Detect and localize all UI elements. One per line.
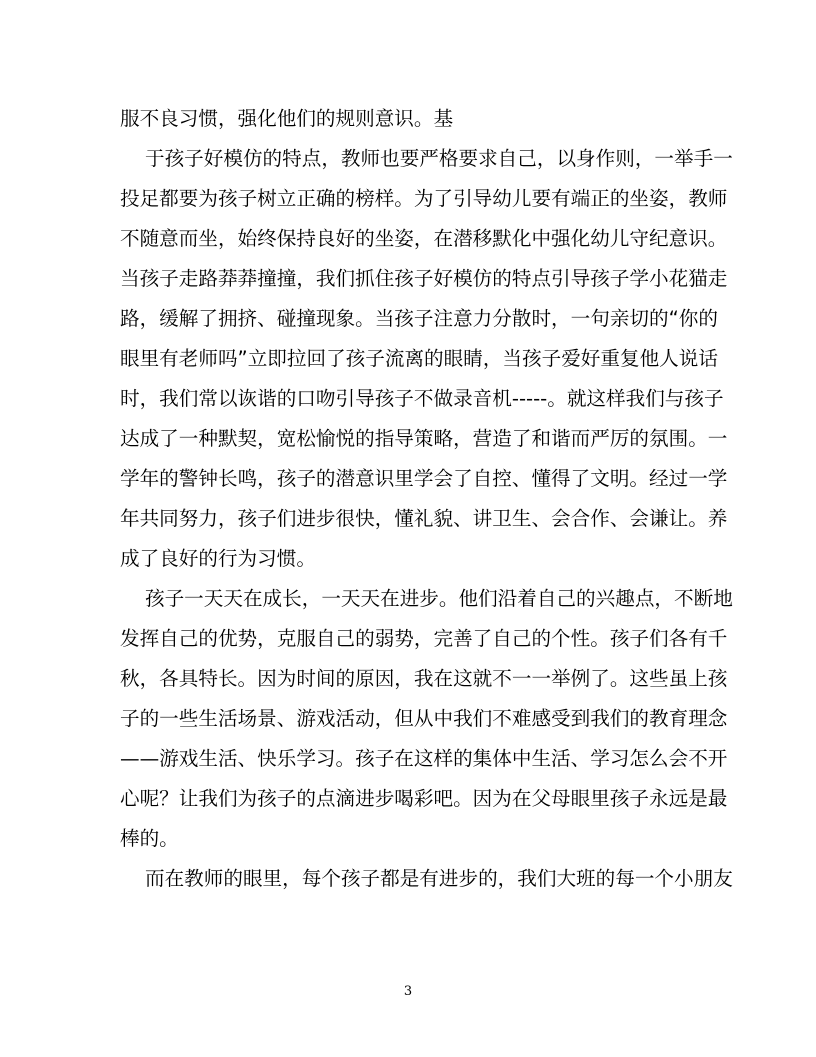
text-line: 时，我们常以诙谐的口吻引导孩子不做录音机-----。就这样我们与孩子 (120, 387, 724, 410)
text-line: 心呢？让我们为孩子的点滴进步喝彩吧。因为在父母眼里孩子永远是最 (120, 787, 728, 810)
paragraph-first-line: 而在教师的眼里，每个孩子都是有进步的，我们大班的每一个小朋友 (145, 867, 733, 890)
text-line: 投足都要为孩子树立正确的榜样。为了引导幼儿要有端正的坐姿，教师 (120, 187, 728, 210)
text-line: 年共同努力，孩子们进步很快，懂礼貌、讲卫生、会合作、会谦让。养 (120, 507, 728, 530)
text-line: 路，缓解了拥挤、碰撞现象。当孩子注意力分散时，一句亲切的“你的 (120, 307, 718, 330)
text-line: 不随意而坐，始终保持良好的坐姿，在潜移默化中强化幼儿守纪意识。 (120, 227, 728, 250)
text-line: 眼里有老师吗”立即拉回了孩子流离的眼睛，当孩子爱好重复他人说话 (120, 347, 718, 370)
paragraph-first-line: 于孩子好模仿的特点，教师也要严格要求自己，以身作则，一举手一 (145, 147, 733, 170)
text-line: 秋，各具特长。因为时间的原因，我在这就不一一举例了。这些虽上孩 (120, 667, 728, 690)
paragraph-last-line: 成了良好的行为习惯。 (120, 547, 316, 570)
text-line: ——游戏生活、快乐学习。孩子在这样的集体中生活、学习怎么会不开 (120, 747, 728, 770)
paragraph-first-line: 孩子一天天在成长，一天天在进步。他们沿着自己的兴趣点，不断地 (145, 587, 733, 610)
text-line: 子的一些生活场景、游戏活动，但从中我们不难感受到我们的教育理念 (120, 707, 728, 730)
text-line: 发挥自己的优势，克服自己的弱势，完善了自己的个性。孩子们各有千 (120, 627, 728, 650)
text-line: 学年的警钟长鸣，孩子的潜意识里学会了自控、懂得了文明。经过一学 (120, 467, 728, 490)
text-line: 当孩子走路莽莽撞撞，我们抓住孩子好模仿的特点引导孩子学小花猫走 (120, 267, 728, 290)
text-line: 达成了一种默契，宽松愉悦的指导策略，营造了和谐而严厉的氛围。一 (120, 427, 728, 450)
paragraph-last-line: 棒的。 (120, 827, 179, 850)
page-number: 3 (403, 984, 413, 999)
text-line: 服不良习惯，强化他们的规则意识。基 (120, 107, 454, 130)
